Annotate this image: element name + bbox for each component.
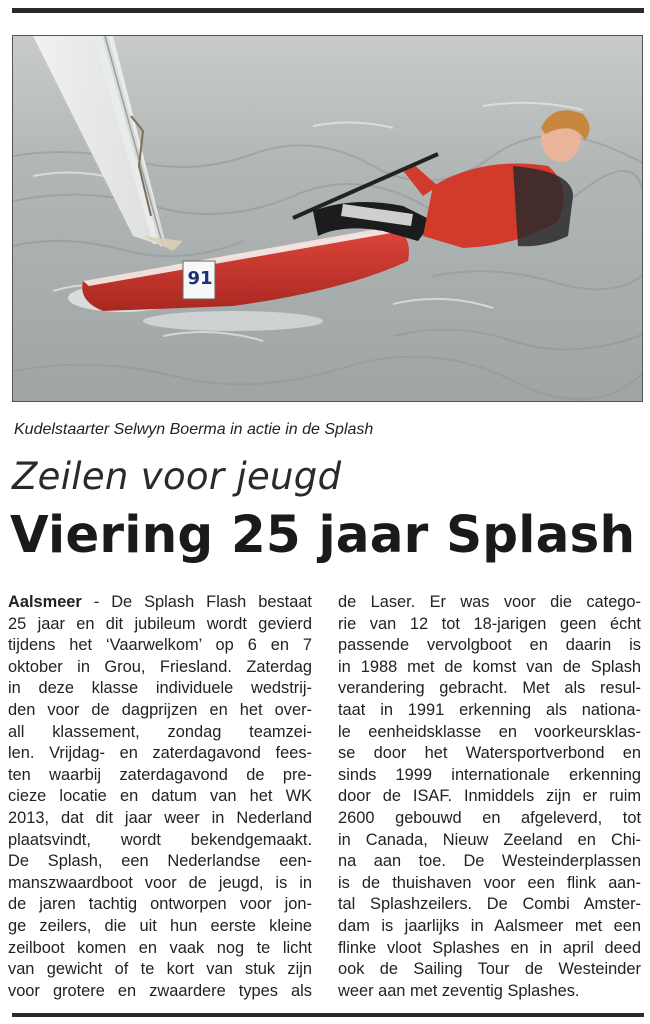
article-line: le eenheidsklasse en voorkeursklas-	[338, 722, 641, 741]
article-line: cieze locatie en datum van het WK	[8, 787, 312, 806]
article-line: weer aan met zeventig Splashes.	[338, 981, 580, 1000]
article-line: passende vervolgboot en daarin is	[338, 636, 641, 655]
article-line: De Splash, een Nederlandse een-	[8, 852, 312, 871]
article-line: manszwaardboot voor de jeugd, is in	[8, 873, 312, 892]
article-line: ook de Sailing Tour de Westeinder	[338, 960, 641, 979]
article-line: all klassement, zondag teamzei-	[8, 722, 312, 741]
article-line: len. Vrijdag- en zaterdagavond fees-	[8, 744, 312, 763]
article-line: in deze klasse individuele wedstrij-	[8, 679, 312, 698]
article-line: oktober in Grou, Friesland. Zaterdag	[8, 657, 312, 676]
article-line: van gewicht of te kort van stuk zijn	[8, 960, 312, 979]
article-dateline: Aalsmeer	[8, 593, 82, 611]
article-line: verandering gebracht. Met als resul-	[338, 679, 641, 698]
article-line: de jaren tachtig ontworpen voor jon-	[8, 895, 312, 914]
article-line: door de ISAF. Inmiddels zijn er ruim	[338, 787, 641, 806]
article-line: tal Splashzeilers. De Combi Amster-	[338, 895, 641, 914]
article-photo	[12, 35, 643, 402]
article-line: flinke vloot Splashes en in april deed	[338, 938, 641, 957]
article-line: tijdens het ‘Vaarwelkom’ op 6 en 7	[8, 636, 312, 655]
article-column-left	[8, 592, 312, 1002]
article-line	[8, 592, 312, 614]
article-line: na aan toe. De Westeinderplassen	[338, 852, 641, 871]
article-headline: Viering 25 jaar Splash	[10, 506, 636, 565]
article-line: den voor de dagprijzen en het over-	[8, 700, 312, 719]
article-line: sinds 1999 internationale erkenning	[338, 765, 641, 784]
article-line: se door het Watersportverbond en	[338, 744, 641, 763]
article-column-right	[338, 592, 641, 1002]
article-line: dam is jaarlijks in Aalsmeer met een	[338, 916, 641, 935]
article-line: zeilboot komen en vaak nog te licht	[8, 938, 312, 957]
article-line: voor grotere en zwaardere types als	[8, 981, 312, 1000]
article-line: ge zeilers, die uit hun eerste kleine	[8, 916, 312, 935]
article-line: in 1988 met de komst van de Splash	[338, 657, 641, 676]
article-line: 25 jaar en dit jubileum wordt gevierd	[8, 614, 312, 633]
article-first-line-text: - De Splash Flash bestaat	[81, 593, 312, 611]
article-line: plaatsvindt, wordt bekendgemaakt.	[8, 830, 312, 849]
article-line: is de thuishaven voor een flink aan-	[338, 873, 641, 892]
bottom-rule	[12, 1013, 644, 1017]
article-line: taat in 1991 erkenning als nationa-	[338, 700, 641, 719]
article-kicker: Zeilen voor jeugd	[12, 455, 342, 498]
article-line: 2013, dat dit jaar weer in Nederland	[8, 808, 312, 827]
sail-number: 91	[187, 268, 213, 289]
photo-caption: Kudelstaarter Selwyn Boerma in actie in de Splash	[14, 421, 374, 438]
top-rule	[12, 8, 644, 13]
article-line: de Laser. Er was voor die catego-	[338, 593, 641, 611]
article-line: 2600 gebouwd en afgeleverd, tot	[338, 808, 641, 827]
article-line: rie van 12 tot 18-jarigen geen écht	[338, 614, 641, 633]
sailing-photo-icon	[13, 36, 643, 402]
article-line: in Canada, Nieuw Zeeland en Chi-	[338, 830, 641, 849]
article-line: ten waarbij zaterdagavond de pre-	[8, 765, 312, 784]
